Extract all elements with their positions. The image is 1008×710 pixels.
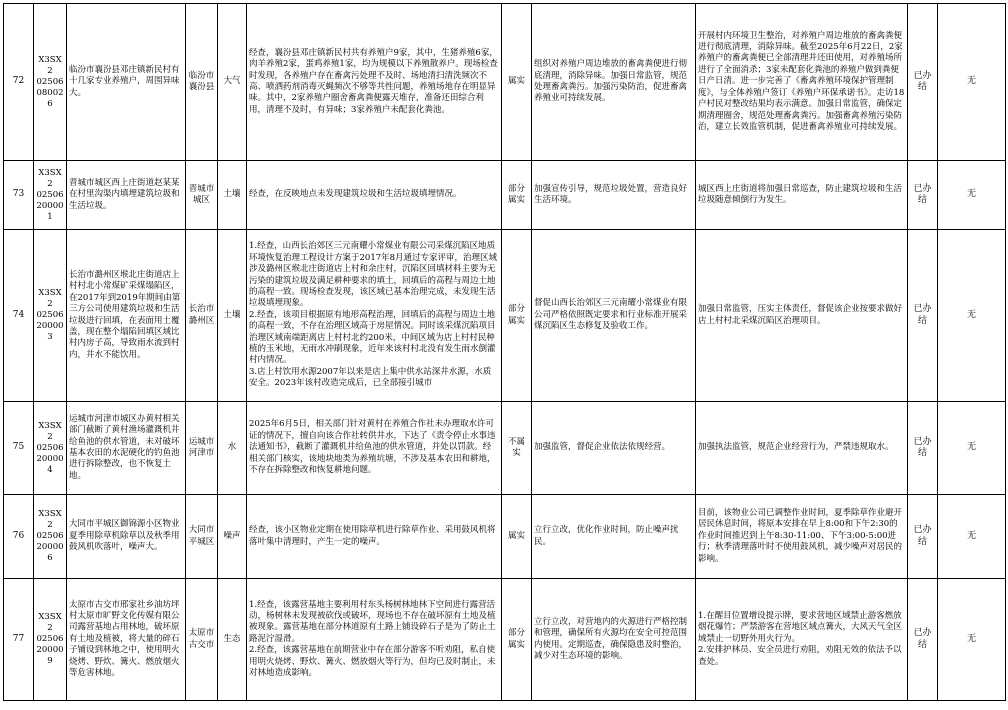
verification-verdict-cell: 部分属实 (502, 230, 532, 402)
remark-cell: 无 (938, 495, 1006, 579)
investigation-result-cell: 经查，在反映地点未发现建筑垃圾和生活垃圾填埋情况。 (247, 161, 502, 230)
pollution-type-cell: 噪声 (218, 495, 247, 579)
pollution-type-cell: 土壤 (218, 161, 247, 230)
case-code-cell: X3SX2 02506 08002 6 (34, 4, 67, 161)
row-number-cell: 72 (4, 4, 34, 161)
remark-cell: 无 (938, 402, 1006, 495)
administrative-area-cell: 运城市河津市 (186, 402, 218, 495)
administrative-area-cell: 长治市潞州区 (186, 230, 218, 402)
investigation-result-cell: 经查，该小区物业定期在使用除草机进行除草作业、采用鼓风机将落叶集中清理时，产生一定的噪声。 (247, 495, 502, 579)
row-number-cell: 73 (4, 161, 34, 230)
rectification-goal-cell: 立行立改，对营地内的火源进行严格控制和管理，确保所有火源均在安全可控范围内使用。定期巡查，确保隐患及时整治，减少对生态环境的影响。 (532, 579, 696, 701)
table-row (4, 230, 1006, 402)
row-number-cell: 77 (4, 579, 34, 701)
case-status-cell: 已办结 (908, 161, 938, 230)
administrative-area-cell: 太原市古交市 (186, 579, 218, 701)
remark-cell: 无 (938, 230, 1006, 402)
complaint-content-cell: 运城市河津市城区办黄村相关部门截断了黄村渔场灌溉机井给鱼池的供水管道，未对破坏基本农田的水泥硬化的钓鱼池进行拆除整改，也不恢复土地。 (67, 402, 186, 495)
complaint-table (3, 3, 1006, 701)
rectification-measures-cell: 开展村内环境卫生整治，对养殖户周边堆放的畜禽粪便进行彻底清理，消除异味。截至2025年6月22日，2家养殖户的畜禽粪便已全部清理并还田使用，对养殖场所进行了全面消杀；3家未配套化粪池的养殖户做到粪便日产日清。进一步完善了《畜禽养殖环境保护管理制度》，与全体养殖户签订《养殖户环保承诺书》。走访18户村民对整改结果均表示满意。加强日常监管，确保定期清理圈舍，规范处理畜禽粪污。加强畜禽养殖污染防治，建立长效监管机制，促进畜禽养殖业可持续发展。 (696, 4, 908, 161)
administrative-area-cell: 晋城市城区 (186, 161, 218, 230)
table-row (4, 495, 1006, 579)
rectification-measures-cell: 1.在醒目位置增设提示牌，要求营地区域禁止游客燃放烟花爆竹；严禁游客在营地区域点篝火，大风天气全区域禁止一切野外用火行为。 2.安排护林员、安全员进行劝阻，劝阻无效的依法予以查处。 (696, 579, 908, 701)
rectification-goal-cell: 加强监管，督促企业依法依规经营。 (532, 402, 696, 495)
case-status-cell: 已办结 (908, 230, 938, 402)
investigation-result-cell: 2025年6月5日，相关部门针对黄村在养殖合作社未办理取水许可证的情况下，擅自向该合作社转供井水，下达了《责令停止水事违法通知书》，截断了灌溉机井给鱼池的供水管道，并处以罚款。经相关部门核实，该地块地类为养殖坑塘，不涉及基本农田和耕地，不存在拆除整改和恢复耕地问题。 (247, 402, 502, 495)
rectification-goal-cell: 督促山西长治郊区三元南耀小常煤业有限公司严格依照既定要求和行业标准开展采煤沉陷区生态修复及验收工作。 (532, 230, 696, 402)
rectification-goal-cell: 加强宣传引导，规范垃圾处置，营造良好生活环境。 (532, 161, 696, 230)
pollution-type-cell: 土壤 (218, 230, 247, 402)
case-status-cell: 已办结 (908, 579, 938, 701)
rectification-measures-cell: 加强执法监管，规范企业经营行为，严禁违规取水。 (696, 402, 908, 495)
table-row (4, 4, 1006, 161)
pollution-type-cell: 大气 (218, 4, 247, 161)
pollution-type-cell: 水 (218, 402, 247, 495)
remark-cell: 无 (938, 4, 1006, 161)
case-status-cell: 已办结 (908, 495, 938, 579)
verification-verdict-cell: 属实 (502, 495, 532, 579)
verification-verdict-cell: 不属实 (502, 402, 532, 495)
investigation-result-cell: 1.经查，山西长治郊区三元南耀小常煤业有限公司采煤沉陷区地质环境恢复治理工程设计方案于2017年8月通过专家评审，治理区域涉及潞州区堠北庄街道店上村和余庄村，沉陷区回填材料主要为无污染的建筑垃圾及满足耕种要求的填土，回填后的高程与周边土地的高程一致。现场检查发现，该区域已基本治理完成，未发现生活垃圾填埋现象。 2.经查，该项目根据原有地形高程治理，回填后的高程与周边土地的高程一致，不存在治理区域高于房屋情况。同时该采煤沉陷项目治理区域南端距离店上村村北约200米，中间区域为店上村村民种植的玉米地，无雨水冲刷现象，近年来该村村北没有发生雨水倒灌村内情况。 3.店上村饮用水源2007年以来是店上集中供水站深井水源，水质安全。2023年该村改造完成后，已全部接引城市 (247, 230, 502, 402)
remark-cell: 无 (938, 579, 1006, 701)
case-status-cell: 已办结 (908, 4, 938, 161)
rectification-goal-cell: 组织对养殖户周边堆放的畜禽粪便进行彻底清理，消除异味。加强日常监管，规范处理畜禽粪污。加强污染防治，促进畜禽养殖业可持续发展。 (532, 4, 696, 161)
verification-verdict-cell: 属实 (502, 4, 532, 161)
complaint-content-cell: 太原市古交市邢家社乡油坊坪村太原市旷野文化传媒有限公司露营基地占用林地，破坏原有土地及植被，将大量的碎石子铺设到林地之中，使用明火烧烤、野炊、篝火、燃放烟火等危害林地。 (67, 579, 186, 701)
investigation-result-cell: 经查，襄汾县邓庄镇新民村共有养殖户9家，其中，生猪养殖6家，肉羊养殖2家，蛋鸡养殖1家，均为规模以下养殖散养户。现场检查时发现，各养殖户存在畜禽污处理不及时、场地清扫清洗频次不高、喷洒药剂消毒灭蝇频次不够等共性问题，养殖场地存在明显异味。其中，2家养殖户圈舍畜禽粪便露天堆存，准备还田综合利用，清理不及时，有异味；3家养殖户未配套化粪池。 (247, 4, 502, 161)
complaint-content-cell: 大同市平城区御锦源小区物业夏季用除草机除草以及秋季用鼓风机吹落叶，噪声大。 (67, 495, 186, 579)
verification-verdict-cell: 部分属实 (502, 579, 532, 701)
case-code-cell: X3SX2 02506 20000 9 (34, 579, 67, 701)
row-number-cell: 74 (4, 230, 34, 402)
pollution-type-cell: 生态 (218, 579, 247, 701)
administrative-area-cell: 临汾市襄汾县 (186, 4, 218, 161)
row-number-cell: 75 (4, 402, 34, 495)
case-code-cell: X3SX2 02506 20000 1 (34, 161, 67, 230)
table-row (4, 402, 1006, 495)
case-code-cell: X3SX2 02506 20000 6 (34, 495, 67, 579)
administrative-area-cell: 大同市平城区 (186, 495, 218, 579)
rectification-goal-cell: 立行立改，优化作业时间，防止噪声扰民。 (532, 495, 696, 579)
rectification-measures-cell: 目前，该物业公司已调整作业时间，夏季除草作业避开居民休息时间，将原本安排在早上8:00和下午2:30的作业时间推迟到上午8:30-11:00、下午3:00-5:00进行；秋季清理落叶时不使用鼓风机，减少噪声对居民的影响。 (696, 495, 908, 579)
case-status-cell: 已办结 (908, 402, 938, 495)
remark-cell: 无 (938, 161, 1006, 230)
investigation-result-cell: 1.经查，该露营基地主要利用村东头杨树林地林下空间进行露营活动，杨树林未发现被砍伐或破坏，现场也不存在破坏原有土地及植被现象。露营基地在部分林道原有土路上铺设碎石子是为了防止土路泥泞湿滑。 2.经查，该露营基地在前期营业中存在部分游客不听劝阻，私自使用明火烧烤、野炊、篝火、燃放烟火等行为，但均已及时制止，未对林地造成影响。 (247, 579, 502, 701)
complaint-content-cell: 晋城市城区西上庄街道赵某某在村里沟渠内填埋建筑垃圾和生活垃圾。 (67, 161, 186, 230)
row-number-cell: 76 (4, 495, 34, 579)
complaint-content-cell: 临汾市襄汾县邓庄镇新民村有十几家专业养殖户，周围异味大。 (67, 4, 186, 161)
table-row (4, 161, 1006, 230)
table-row (4, 579, 1006, 701)
rectification-measures-cell: 城区西上庄街道将加强日常巡查，防止建筑垃圾和生活垃圾随意倾倒行为发生。 (696, 161, 908, 230)
complaint-content-cell: 长治市潞州区堠北庄街道店上村村北小常煤矿采煤塌陷区，在2017年到2019年期间由第三方公司使用建筑垃圾和生活垃圾进行回填，在表面用土覆盖，现在整个塌陷回填区域比村内房子高，导致雨水流到村内，井水不能饮用。 (67, 230, 186, 402)
verification-verdict-cell: 部分属实 (502, 161, 532, 230)
rectification-measures-cell: 加强日常监管，压实主体责任，督促该企业按要求做好店上村村北采煤沉陷区治理项目。 (696, 230, 908, 402)
case-code-cell: X3SX2 02506 20000 4 (34, 402, 67, 495)
case-code-cell: X3SX2 02506 20000 3 (34, 230, 67, 402)
table-body (4, 4, 1006, 701)
